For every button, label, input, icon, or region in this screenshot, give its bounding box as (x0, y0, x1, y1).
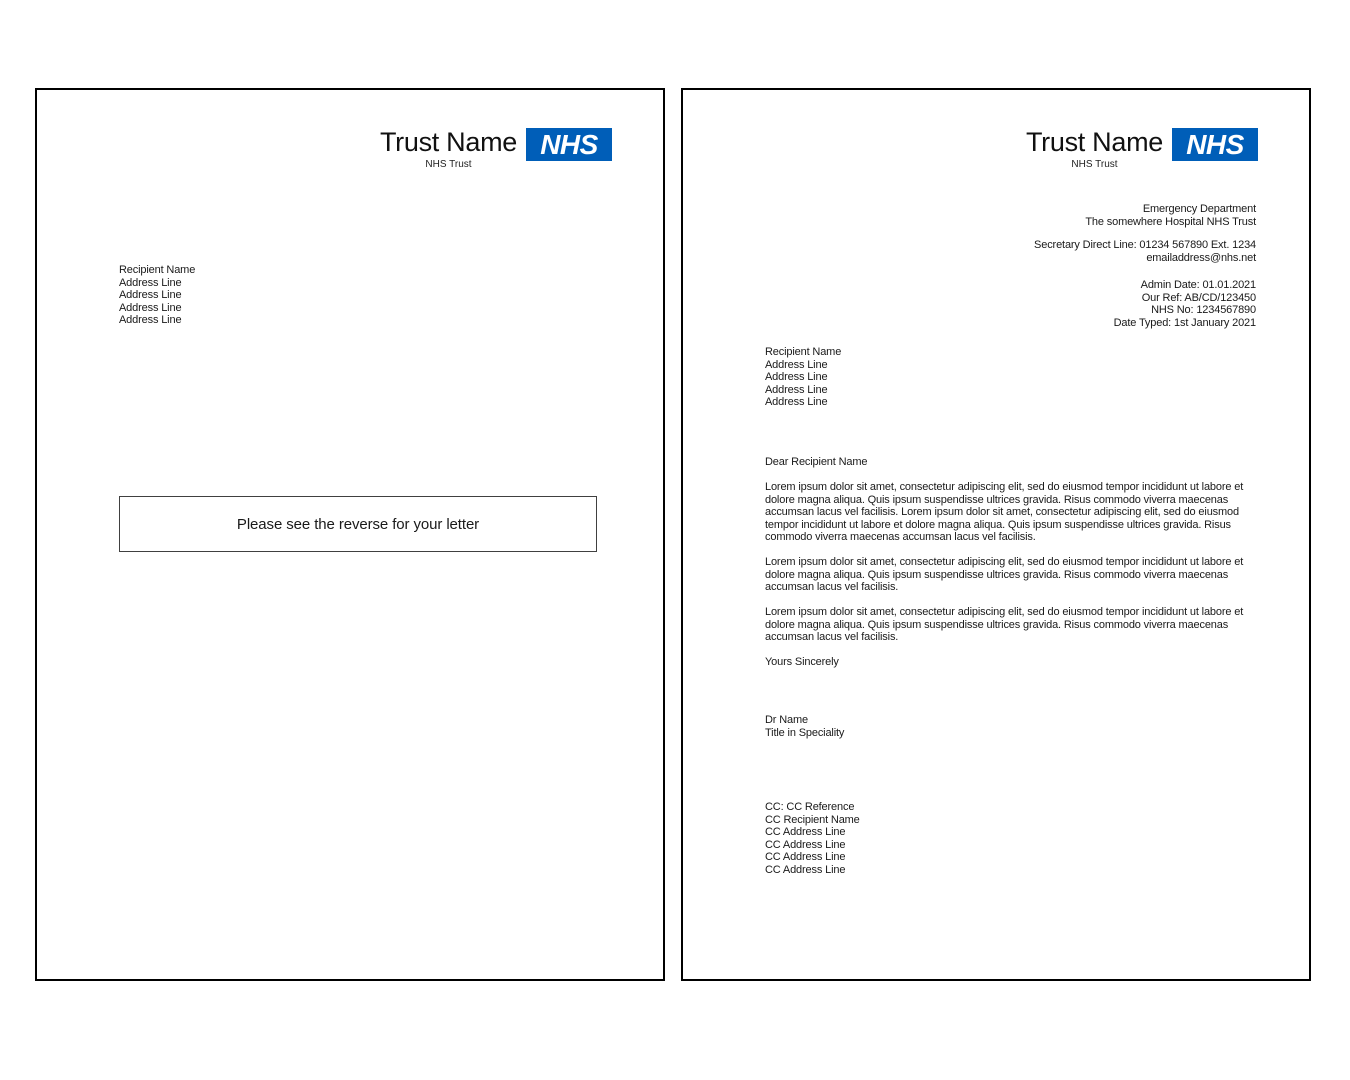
cc-address-line: CC Address Line (765, 851, 846, 863)
letter-body (765, 456, 1267, 681)
recipient-name: Recipient Name (119, 264, 196, 276)
body-paragraph: Lorem ipsum dolor sit amet, consectetur adipiscing elit, sed do eiusmod tempor incididunt ut labore et dolore magna aliqua. Quis ipsum suspendisse ultrices gravida. Risus commodo viverra maecenas accumsan lacus vel facilisis. (765, 606, 1244, 643)
nhs-logo-text: NHS (540, 129, 598, 160)
address-line: Address Line (119, 314, 182, 326)
department-name: Emergency Department (1142, 203, 1256, 215)
nhs-letterhead (1026, 127, 1258, 171)
front-page (35, 88, 665, 981)
salutation: Dear Recipient Name (765, 456, 868, 468)
cc-reference: CC: CC Reference (765, 801, 855, 813)
address-line: Address Line (765, 383, 828, 396)
nhs-letterhead (380, 127, 612, 171)
doctor-title: Title in Speciality (765, 726, 845, 739)
doctor-name: Dr Name (765, 714, 808, 726)
address-line: Address Line (119, 276, 182, 289)
recipient-address-block (119, 264, 195, 327)
recipient-name: Recipient Name (765, 346, 842, 358)
admin-date: Admin Date: 01.01.2021 (1140, 279, 1256, 291)
address-line: Address Line (765, 358, 828, 371)
trust-name: Trust Name (379, 127, 517, 157)
address-line: Address Line (119, 301, 182, 314)
cc-address-line: CC Address Line (765, 838, 846, 851)
reverse-notice-text: Please see the reverse for your letter (236, 515, 480, 533)
nhs-number: NHS No: 1234567890 (1151, 304, 1256, 316)
trust-subtitle: NHS Trust (425, 159, 472, 170)
body-paragraph: Lorem ipsum dolor sit amet, consectetur adipiscing elit, sed do eiusmod tempor incididunt ut labore et dolore magna aliqua. Quis ipsum suspendisse ultrices gravida. Risus commodo viverra maecenas accumsan lacus vel facilisis. Lorem ipsum dolor sit amet, consectetur adipiscing elit, sed do eiusmod tempor incididunt ut labore et dolore magna aliqua. Quis ipsum suspendisse ultrices gravida. Risus commodo viverra maecenas accumsan lacus vel facilisis. (765, 481, 1244, 543)
address-line: Address Line (765, 371, 828, 383)
trust-name-block (1026, 127, 1163, 171)
nhs-logo-icon (526, 128, 612, 161)
cc-recipient-name: CC Recipient Name (765, 813, 860, 826)
closing: Yours Sincerely (765, 656, 839, 668)
trust-subtitle: NHS Trust (1071, 159, 1118, 170)
signature-block (765, 714, 844, 739)
hospital-name: The somewhere Hospital NHS Trust (1085, 215, 1256, 228)
address-line: Address Line (765, 396, 828, 408)
email-address: emailaddress@nhs.net (1146, 251, 1256, 264)
trust-name-block (380, 127, 517, 171)
cc-address-line: CC Address Line (765, 826, 846, 838)
body-paragraph: Lorem ipsum dolor sit amet, consectetur adipiscing elit, sed do eiusmod tempor incididunt ut labore et dolore magna aliqua. Quis ipsum suspendisse ultrices gravida. Risus commodo viverra maecenas accumsan lacus vel facilisis. (765, 556, 1244, 593)
letter-page (681, 88, 1311, 981)
nhs-logo-text: NHS (1186, 129, 1244, 160)
reverse-notice-box (119, 496, 597, 552)
contact-details-block (1034, 239, 1256, 264)
trust-name: Trust Name (1025, 127, 1163, 157)
department-block (1085, 203, 1256, 228)
cc-address-line: CC Address Line (765, 863, 846, 876)
secretary-direct-line: Secretary Direct Line: 01234 567890 Ext. 1234 (1034, 239, 1256, 251)
address-line: Address Line (119, 289, 182, 301)
date-typed: Date Typed: 1st January 2021 (1113, 316, 1256, 329)
recipient-address-block (765, 346, 841, 409)
our-ref: Our Ref: AB/CD/123450 (1141, 291, 1256, 304)
nhs-logo-icon (1172, 128, 1258, 161)
cc-block (765, 801, 860, 876)
reference-block (1114, 279, 1256, 329)
